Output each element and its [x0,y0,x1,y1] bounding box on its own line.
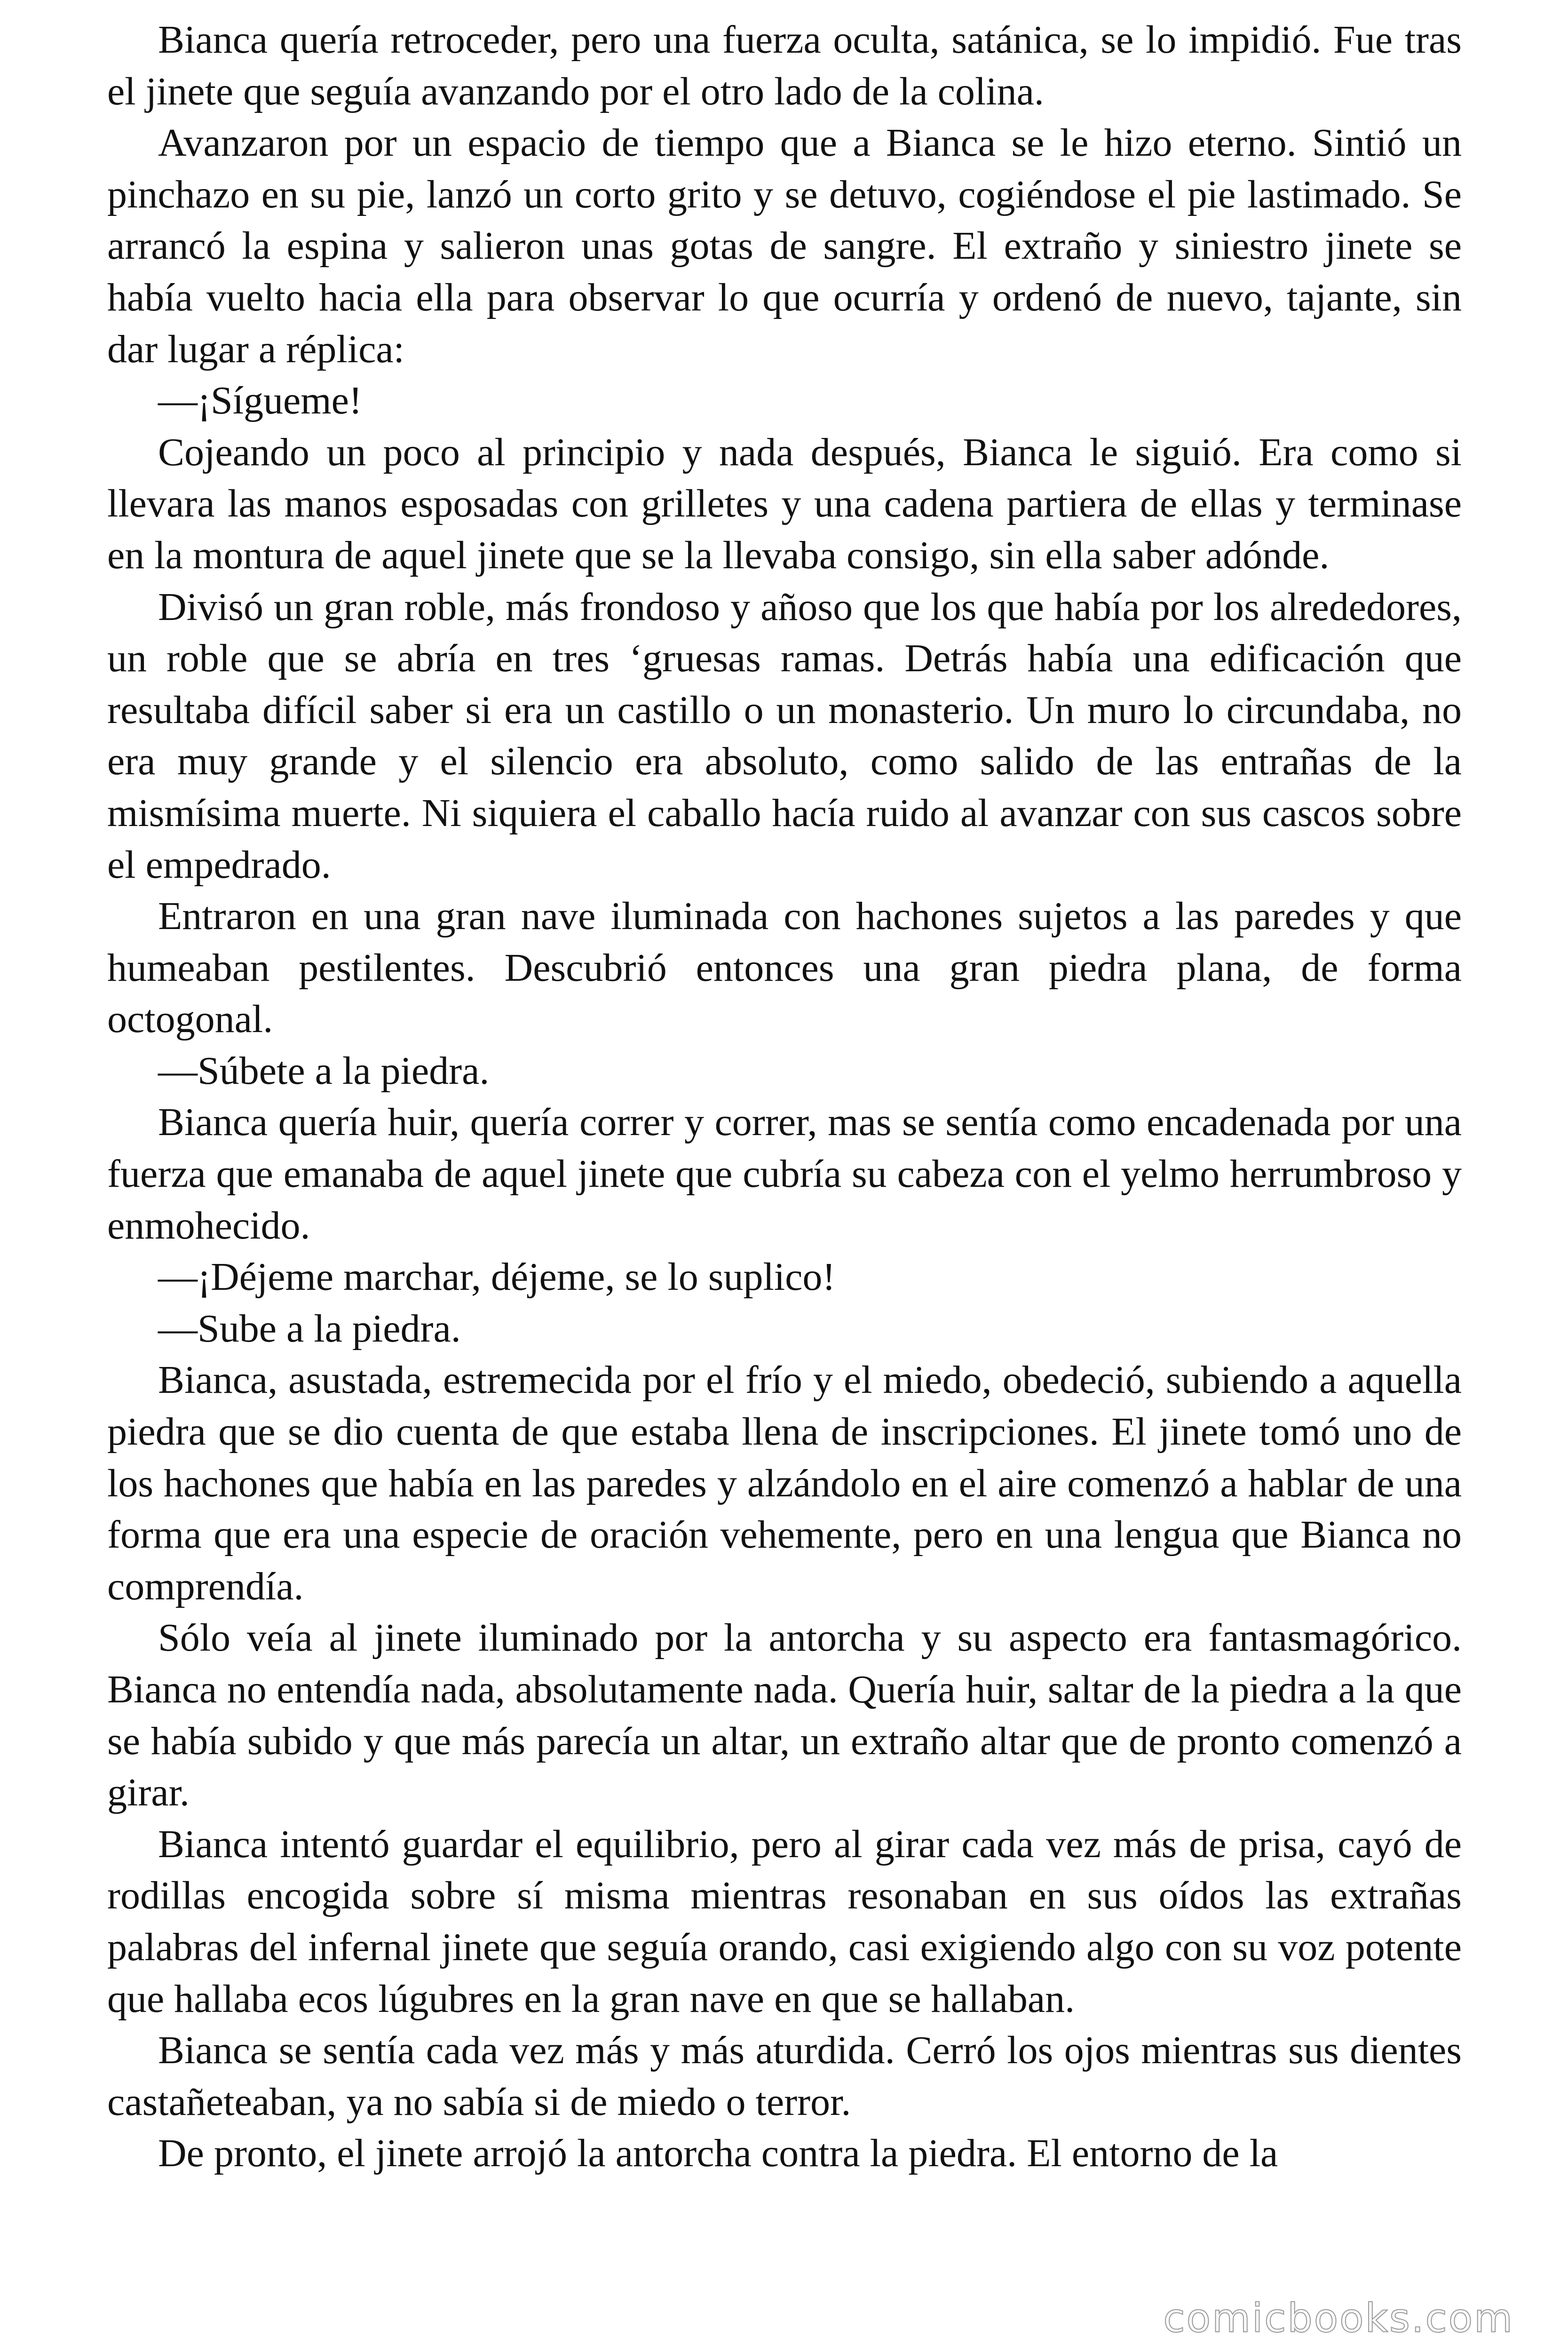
paragraph: Bianca se sentía cada vez más y más aturdida. Cerró los ojos mientras sus dientes castañeteaban, ya no sabía si de miedo o terror. [107,2028,1462,2124]
paragraph: Entraron en una gran nave iluminada con hachones sujetos a las paredes y que humeaban pestilentes. Descubrió entonces una gran piedra plana, de forma octogonal. [107,894,1462,1041]
paragraph: Bianca quería huir, quería correr y correr, mas se sentía como encadenada por una fuerza que emanaba de aquel jinete que cubría su cabeza con el yelmo herrumbroso y enmohecido. [107,1100,1462,1248]
dialogue-line: —Súbete a la piedra. [158,1049,490,1093]
paragraph: Sólo veía al jinete iluminado por la antorcha y su aspecto era fantasmagórico. Bianca no entendía nada, absolutamente nada. Quería huir, saltar de la piedra a la que se había subido y que más parecía un altar, un extraño altar que de pronto comenzó a girar. [107,1616,1462,1815]
dialogue-line: —¡Déjeme marchar, déjeme, se lo suplico! [158,1255,836,1299]
paragraph: Bianca quería retroceder, pero una fuerza oculta, satánica, se lo impidió. Fue tras el jinete que seguía avanzando por el otro lado de la colina. [107,18,1462,113]
paragraph: De pronto, el jinete arrojó la antorcha contra la piedra. El entorno de la [158,2131,1278,2176]
paragraph: Bianca intentó guardar el equilibrio, pero al girar cada vez más de prisa, cayó de rodillas encogida sobre sí misma mientras resonaban en sus oídos las extrañas palabras del infernal jinete que seguía orando, casi exigiendo algo con su voz potente que hallaba ecos lúgubres en la gran nave en que se hallaban. [107,1822,1462,2021]
paragraph: Avanzaron por un espacio de tiempo que a Bianca se le hizo eterno. Sintió un pinchazo en su pie, lanzó un corto grito y se detuvo, cogiéndose el pie lastimado. Se arrancó la espina y salieron unas gotas de sangre. El extraño y siniestro jinete se había vuelto hacia ella para observar lo que ocurría y ordenó de nuevo, tajante, sin dar lugar a réplica: [107,121,1462,371]
paragraph: Cojeando un poco al principio y nada después, Bianca le siguió. Era como si llevara las manos esposadas con grilletes y una cadena partiera de ellas y terminase en la montura de aquel jinete que se la llevaba consigo, sin ella saber adónde. [107,430,1462,577]
paragraph: Bianca, asustada, estremecida por el frío y el miedo, obedeció, subiendo a aquella piedra que se dio cuenta de que estaba llena de inscripciones. El jinete tomó uno de los hachones que había en las paredes y alzándolo en el aire comenzó a hablar de una forma que era una especie de oración vehemente, pero en una lengua que Bianca no comprendía. [107,1358,1462,1608]
dialogue-line: —¡Sígueme! [158,379,362,423]
page-body [107,14,1462,2179]
paragraph: Divisó un gran roble, más frondoso y añoso que los que había por los alrededores, un roble que se abría en tres ‘gruesas ramas. Detrás había una edificación que resultaba difícil saber si era un castillo o un monasterio. Un muro lo circundaba, no era muy grande y el silencio era absoluto, como salido de las entrañas de la mismísima muerte. Ni siquiera el caballo hacía ruido al avanzar con sus cascos sobre el empedrado. [107,585,1462,887]
dialogue-line: —Sube a la piedra. [158,1306,461,1351]
watermark: comicbooks.com [1163,2295,1514,2341]
